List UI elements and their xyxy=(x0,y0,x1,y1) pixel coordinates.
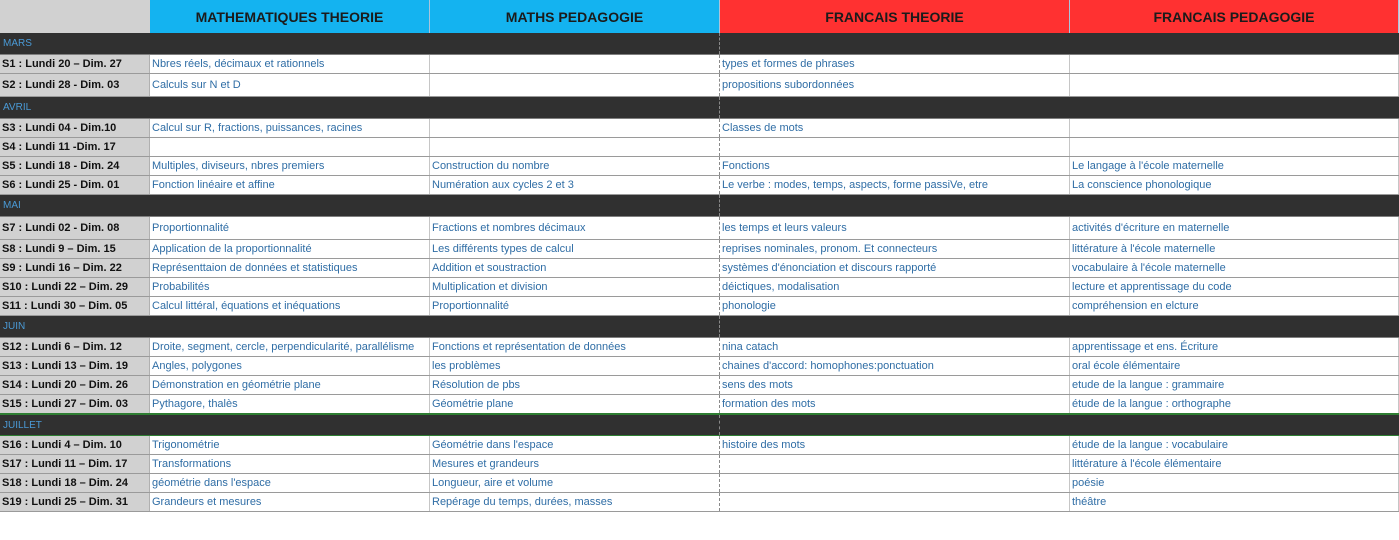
french-theory-cell[interactable]: les temps et leurs valeurs xyxy=(720,217,1070,239)
french-theory-cell[interactable] xyxy=(720,138,1070,156)
math-theory-cell[interactable]: géométrie dans l'espace xyxy=(150,474,430,492)
math-theory-cell[interactable]: Calculs sur N et D xyxy=(150,74,430,96)
week-cell[interactable]: S12 : Lundi 6 – Dim. 12 xyxy=(0,338,150,356)
week-cell[interactable]: S13 : Lundi 13 – Dim. 19 xyxy=(0,357,150,375)
math-theory-cell[interactable]: Application de la proportionnalité xyxy=(150,240,430,258)
week-cell[interactable]: S9 : Lundi 16 – Dim. 22 xyxy=(0,259,150,277)
column-divider xyxy=(719,415,720,435)
math-pedagogy-cell[interactable]: Résolution de pbs xyxy=(430,376,720,394)
math-pedagogy-cell[interactable]: Géométrie plane xyxy=(430,395,720,413)
french-theory-cell[interactable]: chaines d'accord: homophones:ponctuation xyxy=(720,357,1070,375)
french-pedagogy-cell[interactable] xyxy=(1070,138,1399,156)
week-cell[interactable]: S10 : Lundi 22 – Dim. 29 xyxy=(0,278,150,296)
french-pedagogy-cell[interactable]: lecture et apprentissage du code xyxy=(1070,278,1399,296)
column-divider xyxy=(719,97,720,118)
math-theory-cell[interactable]: Proportionnalité xyxy=(150,217,430,239)
french-theory-cell[interactable] xyxy=(720,455,1070,473)
header-cell-french-theory[interactable]: FRANCAIS THEORIE xyxy=(720,0,1070,33)
week-cell[interactable]: S17 : Lundi 11 – Dim. 17 xyxy=(0,455,150,473)
table-row xyxy=(0,455,1399,474)
math-theory-cell[interactable]: Angles, polygones xyxy=(150,357,430,375)
table-row xyxy=(0,376,1399,395)
month-band[interactable] xyxy=(0,316,1399,338)
french-pedagogy-cell[interactable]: théâtre xyxy=(1070,493,1399,511)
french-theory-cell[interactable]: systèmes d'énonciation et discours rapporté xyxy=(720,259,1070,277)
math-pedagogy-cell[interactable] xyxy=(430,74,720,96)
french-theory-cell[interactable]: Fonctions xyxy=(720,157,1070,175)
french-theory-cell[interactable]: histoire des mots xyxy=(720,436,1070,454)
table-row xyxy=(0,493,1399,512)
week-cell[interactable]: S16 : Lundi 4 – Dim. 10 xyxy=(0,436,150,454)
math-theory-cell[interactable]: Grandeurs et mesures xyxy=(150,493,430,511)
month-label: JUILLET xyxy=(3,420,42,431)
table-row xyxy=(0,74,1399,97)
week-cell[interactable]: S14 : Lundi 20 – Dim. 26 xyxy=(0,376,150,394)
column-divider xyxy=(719,33,720,54)
french-pedagogy-cell[interactable]: etude de la langue : grammaire xyxy=(1070,376,1399,394)
table-row xyxy=(0,138,1399,157)
math-theory-cell[interactable] xyxy=(150,138,430,156)
math-pedagogy-cell[interactable] xyxy=(430,55,720,73)
header-row xyxy=(0,0,1399,33)
math-theory-cell[interactable]: Nbres réels, décimaux et rationnels xyxy=(150,55,430,73)
math-pedagogy-cell[interactable]: Addition et soustraction xyxy=(430,259,720,277)
math-theory-cell[interactable]: Probabilités xyxy=(150,278,430,296)
math-pedagogy-cell[interactable] xyxy=(430,138,720,156)
week-cell[interactable]: S18 : Lundi 18 – Dim. 24 xyxy=(0,474,150,492)
table-row xyxy=(0,176,1399,195)
math-theory-cell[interactable]: Multiples, diviseurs, nbres premiers xyxy=(150,157,430,175)
week-cell[interactable]: S5 : Lundi 18 - Dim. 24 xyxy=(0,157,150,175)
math-pedagogy-cell[interactable]: Géométrie dans l'espace xyxy=(430,436,720,454)
table-row xyxy=(0,395,1399,414)
math-theory-cell[interactable]: Pythagore, thalès xyxy=(150,395,430,413)
french-theory-cell[interactable] xyxy=(720,493,1070,511)
table-row xyxy=(0,436,1399,455)
math-theory-cell[interactable]: Démonstration en géométrie plane xyxy=(150,376,430,394)
math-pedagogy-cell[interactable]: Mesures et grandeurs xyxy=(430,455,720,473)
french-pedagogy-cell[interactable]: littérature à l'école élémentaire xyxy=(1070,455,1399,473)
week-cell[interactable]: S3 : Lundi 04 - Dim.10 xyxy=(0,119,150,137)
month-band[interactable] xyxy=(0,33,1399,55)
math-pedagogy-cell[interactable]: Fractions et nombres décimaux xyxy=(430,217,720,239)
french-pedagogy-cell[interactable] xyxy=(1070,119,1399,137)
week-cell[interactable]: S19 : Lundi 25 – Dim. 31 xyxy=(0,493,150,511)
french-pedagogy-cell[interactable]: poésie xyxy=(1070,474,1399,492)
french-theory-cell[interactable]: types et formes de phrases xyxy=(720,55,1070,73)
week-cell[interactable]: S7 : Lundi 02 - Dim. 08 xyxy=(0,217,150,239)
french-theory-cell[interactable]: déictiques, modalisation xyxy=(720,278,1070,296)
math-pedagogy-cell[interactable]: Construction du nombre xyxy=(430,157,720,175)
math-theory-cell[interactable]: Représenttaion de données et statistiques xyxy=(150,259,430,277)
french-pedagogy-cell[interactable]: littérature à l'école maternelle xyxy=(1070,240,1399,258)
month-label: JUIN xyxy=(3,321,26,332)
month-band[interactable] xyxy=(0,414,1399,436)
table-row xyxy=(0,157,1399,176)
column-divider xyxy=(719,316,720,337)
french-theory-cell[interactable]: formation des mots xyxy=(720,395,1070,413)
french-theory-cell[interactable]: phonologie xyxy=(720,297,1070,315)
math-pedagogy-cell[interactable]: Longueur, aire et volume xyxy=(430,474,720,492)
math-theory-cell[interactable]: Transformations xyxy=(150,455,430,473)
table-row xyxy=(0,297,1399,316)
french-theory-cell[interactable]: reprises nominales, pronom. Et connecteurs xyxy=(720,240,1070,258)
table-row xyxy=(0,217,1399,240)
french-pedagogy-cell[interactable]: étude de la langue : vocabulaire xyxy=(1070,436,1399,454)
week-cell[interactable]: S6 : Lundi 25 - Dim. 01 xyxy=(0,176,150,194)
math-theory-cell[interactable]: Trigonométrie xyxy=(150,436,430,454)
french-pedagogy-cell[interactable]: oral école élémentaire xyxy=(1070,357,1399,375)
french-pedagogy-cell[interactable]: étude de la langue : orthographe xyxy=(1070,395,1399,413)
french-pedagogy-cell[interactable]: compréhension en elcture xyxy=(1070,297,1399,315)
header-cell-french-pedagogy[interactable]: FRANCAIS PEDAGOGIE xyxy=(1070,0,1399,33)
french-pedagogy-cell[interactable]: vocabulaire à l'école maternelle xyxy=(1070,259,1399,277)
month-label: MAI xyxy=(3,200,21,211)
french-theory-cell[interactable]: Le verbe : modes, temps, aspects, forme passiVe, etre xyxy=(720,176,1070,194)
table-row xyxy=(0,338,1399,357)
month-band[interactable] xyxy=(0,97,1399,119)
column-divider xyxy=(719,195,720,216)
french-pedagogy-cell[interactable]: activités d'écriture en maternelle xyxy=(1070,217,1399,239)
table-body xyxy=(0,33,1399,512)
table-row xyxy=(0,278,1399,297)
month-label: AVRIL xyxy=(3,102,32,113)
french-pedagogy-cell[interactable]: Le langage à l'école maternelle xyxy=(1070,157,1399,175)
table-row xyxy=(0,240,1399,259)
math-pedagogy-cell[interactable]: Fonctions et représentation de données xyxy=(430,338,720,356)
french-theory-cell[interactable]: propositions subordonnées xyxy=(720,74,1070,96)
french-pedagogy-cell[interactable] xyxy=(1070,74,1399,96)
week-cell[interactable]: S2 : Lundi 28 - Dim. 03 xyxy=(0,74,150,96)
month-band[interactable] xyxy=(0,195,1399,217)
math-pedagogy-cell[interactable]: les problèmes xyxy=(430,357,720,375)
french-pedagogy-cell[interactable]: La conscience phonologique xyxy=(1070,176,1399,194)
math-pedagogy-cell[interactable]: Repérage du temps, durées, masses xyxy=(430,493,720,511)
week-cell[interactable]: S1 : Lundi 20 – Dim. 27 xyxy=(0,55,150,73)
month-label: MARS xyxy=(3,38,32,49)
table-row xyxy=(0,259,1399,278)
math-theory-cell[interactable]: Fonction linéaire et affine xyxy=(150,176,430,194)
header-cell-week[interactable] xyxy=(0,0,150,33)
table-row xyxy=(0,357,1399,376)
header-cell-math-pedagogy[interactable]: MATHS PEDAGOGIE xyxy=(430,0,720,33)
french-theory-cell[interactable]: nina catach xyxy=(720,338,1070,356)
math-theory-cell[interactable]: Calcul sur R, fractions, puissances, racines xyxy=(150,119,430,137)
math-theory-cell[interactable]: Calcul littéral, équations et inéquations xyxy=(150,297,430,315)
french-theory-cell[interactable]: sens des mots xyxy=(720,376,1070,394)
french-theory-cell[interactable] xyxy=(720,474,1070,492)
math-pedagogy-cell[interactable]: Les différents types de calcul xyxy=(430,240,720,258)
french-theory-cell[interactable]: Classes de mots xyxy=(720,119,1070,137)
week-cell[interactable]: S4 : Lundi 11 -Dim. 17 xyxy=(0,138,150,156)
math-pedagogy-cell[interactable]: Proportionnalité xyxy=(430,297,720,315)
week-cell[interactable]: S11 : Lundi 30 – Dim. 05 xyxy=(0,297,150,315)
math-theory-cell[interactable]: Droite, segment, cercle, perpendicularité, parallélisme xyxy=(150,338,430,356)
table-row xyxy=(0,55,1399,74)
french-pedagogy-cell[interactable] xyxy=(1070,55,1399,73)
table-row xyxy=(0,474,1399,493)
header-cell-math-theory[interactable]: MATHEMATIQUES THEORIE xyxy=(150,0,430,33)
math-pedagogy-cell[interactable]: Numération aux cycles 2 et 3 xyxy=(430,176,720,194)
math-pedagogy-cell[interactable]: Multiplication et division xyxy=(430,278,720,296)
week-cell[interactable]: S8 : Lundi 9 – Dim. 15 xyxy=(0,240,150,258)
math-pedagogy-cell[interactable] xyxy=(430,119,720,137)
french-pedagogy-cell[interactable]: apprentissage et ens. Écriture xyxy=(1070,338,1399,356)
week-cell[interactable]: S15 : Lundi 27 – Dim. 03 xyxy=(0,395,150,413)
table-row xyxy=(0,119,1399,138)
